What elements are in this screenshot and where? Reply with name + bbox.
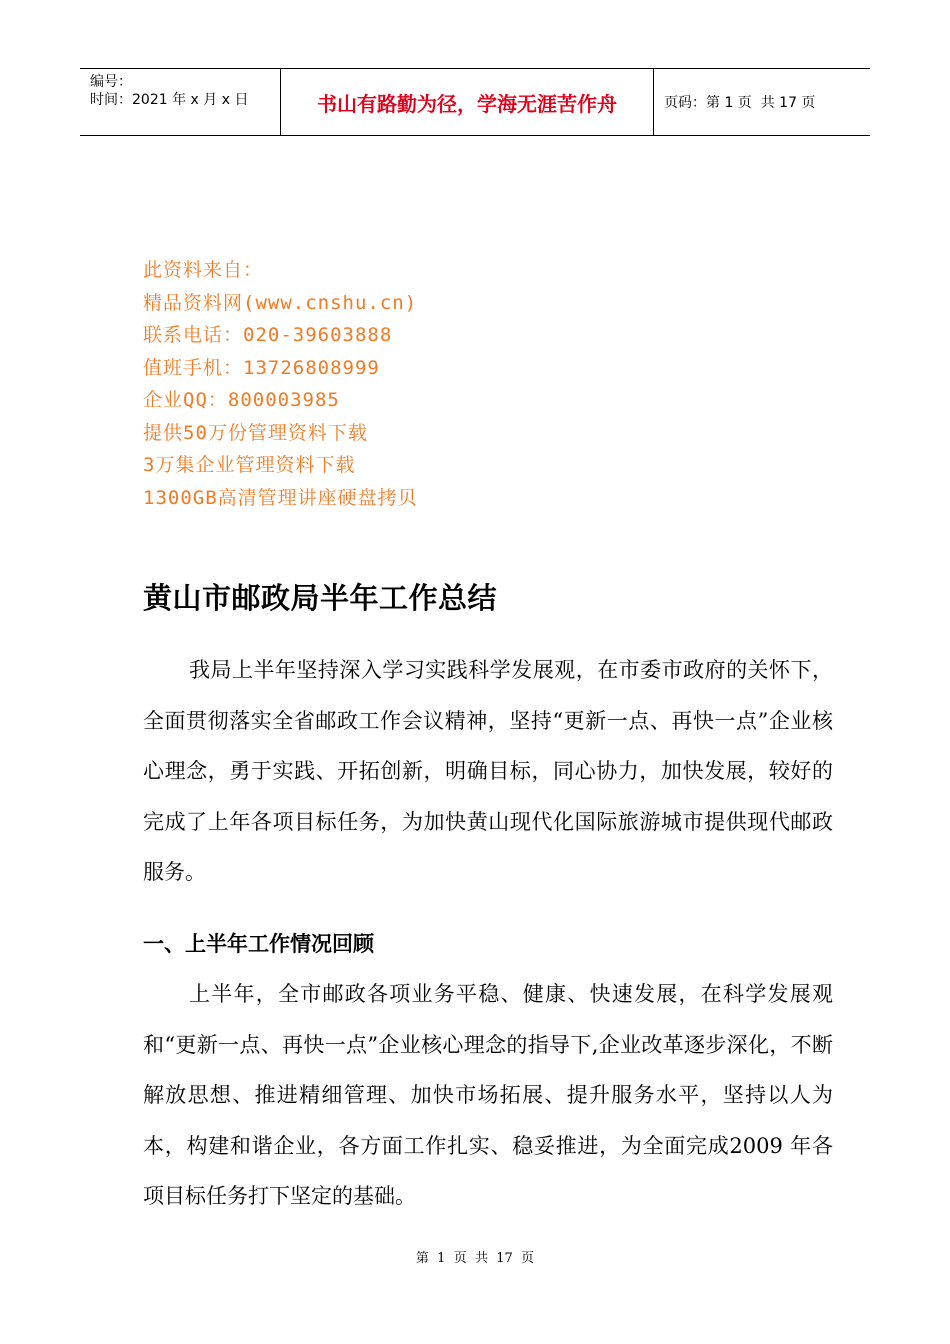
source-line: 3万集企业管理资料下载: [143, 454, 356, 476]
motto-text: 书山有路勤为径，学海无涯苦作舟: [317, 91, 617, 116]
source-line: 提供50万份管理资料下载: [143, 421, 368, 444]
source-line: 精品资料网(www.cnshu.cn): [143, 291, 418, 314]
source-info-block: [143, 254, 418, 514]
intro-paragraph: 我局上半年坚持深入学习实践科学发展观，在市委市政府的关怀下，全面贯彻落实全省邮政工作会议精神，坚持“更新一点、再快一点”企业核心理念，勇于实践、开拓创新，明确目标，同心协力，加快发展，较好的完成了上年各项目标任务，为加快黄山现代化国际旅游城市提供现代邮政服务。: [143, 658, 833, 884]
page-footer: 第 1 页 共 17 页: [415, 1251, 535, 1266]
section-heading: 一、上半年工作情况回顾: [143, 932, 374, 956]
source-line: 1300GB高清管理讲座硬盘拷贝: [143, 486, 418, 509]
header-meta: [80, 69, 280, 135]
source-line: 联系电话：020-39603888: [143, 324, 393, 346]
source-line: 值班手机：13726808999: [143, 356, 380, 379]
source-line: 此资料来自：: [143, 259, 264, 281]
source-line: 企业QQ：800003985: [143, 389, 340, 411]
header-motto: [280, 69, 654, 135]
page-info-text: 页码：第 1 页 共 17 页: [664, 95, 816, 111]
number-label: 编号：: [90, 74, 132, 90]
header-page-info: [654, 69, 870, 135]
document-title: 黄山市邮政局半年工作总结: [143, 581, 498, 615]
time-label: 时间：2021 年 x 月 x 日: [90, 92, 249, 108]
header-table: [80, 68, 870, 136]
review-paragraph: 上半年，全市邮政各项业务平稳、健康、快速发展，在科学发展观和“更新一点、再快一点”企业核心理念的指导下,企业改革逐步深化，不断解放思想、推进精细管理、加快市场拓展、提升服务水平，坚持以人为本，构建和谐企业，各方面工作扎实、稳妥推进，为全面完成2009 年各项目标任务打下坚定的基础。: [143, 982, 833, 1208]
